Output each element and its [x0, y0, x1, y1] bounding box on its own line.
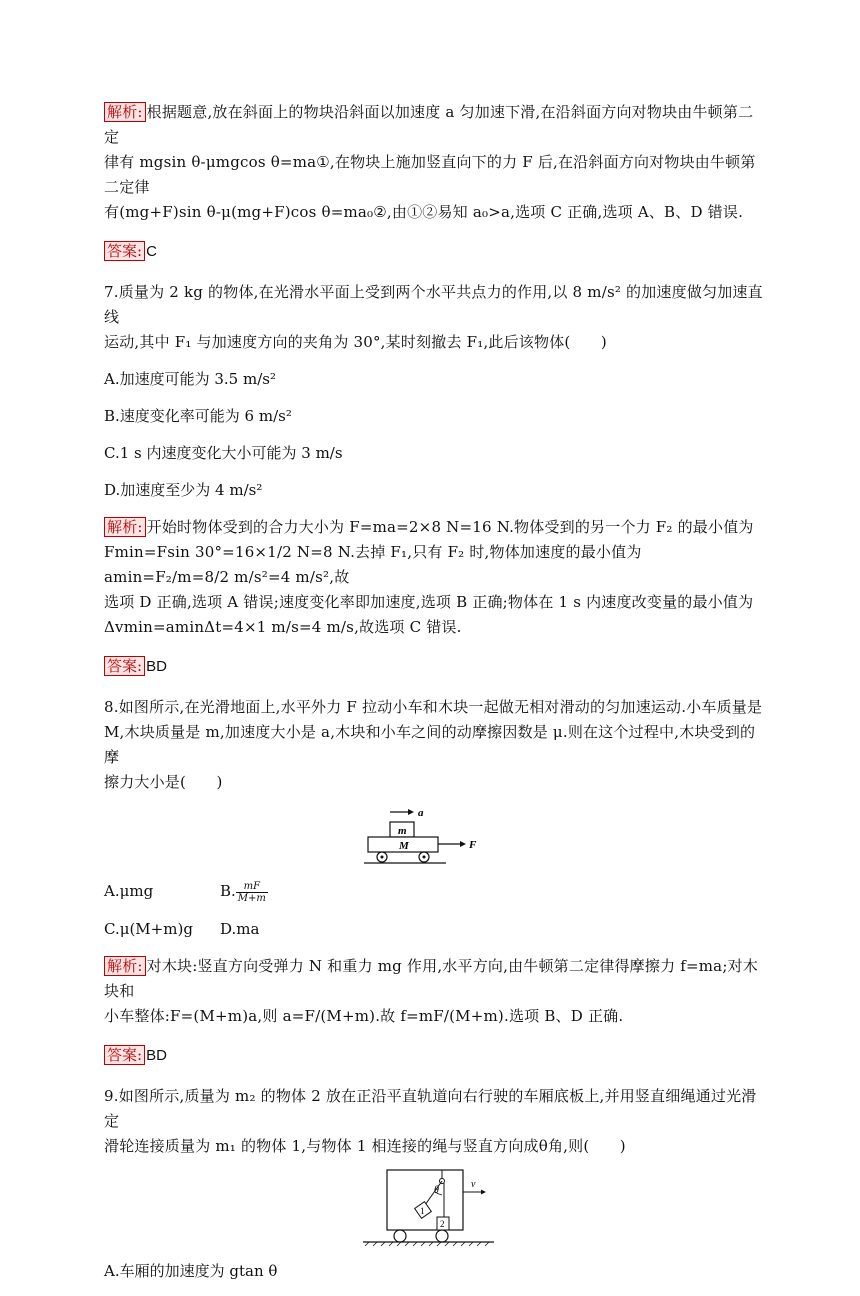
q8-option-c: C.μ(M+m)g — [104, 919, 193, 938]
q8-analysis-line-2: 小车整体:F=(M+m)a,则 a=F/(M+m).故 f=mF/(M+m).选项 B、D 正确. — [104, 1006, 624, 1025]
answer-tag: 答案: — [104, 656, 145, 676]
angle-label: θ — [434, 1184, 439, 1196]
q8-stem-line-3: 擦力大小是( ) — [104, 773, 223, 791]
q8-answer — [104, 1043, 764, 1068]
q6-analysis — [104, 100, 764, 225]
force-label: F — [469, 839, 477, 851]
q6-answer — [104, 239, 764, 264]
q8-option-a: A.μmg — [104, 882, 154, 900]
q8-option-b-fraction — [236, 881, 268, 904]
q7-stem-line-2: 运动,其中 F₁ 与加速度方向的夹角为 30°,某时刻撤去 F₁,此后该物体( ) — [104, 333, 607, 351]
answer-tag: 答案: — [104, 241, 145, 261]
q7-analysis-line-4: Δvmin=aminΔt=4×1 m/s=4 m/s,故选项 C 错误. — [104, 618, 462, 636]
q7-answer-value: BD — [146, 658, 167, 675]
q7-analysis — [104, 515, 764, 640]
wheel-right — [436, 1230, 448, 1242]
q8-option-b-prefix: B. — [220, 882, 236, 900]
block-m-label: m — [398, 825, 407, 837]
q6-analysis-line-3: 有(mg+F)sin θ-μ(mg+F)cos θ=ma₀②,由①②易知 a₀>a,选项 C 正确,选项 A、B、D 错误. — [104, 203, 744, 221]
acceleration-arrowhead — [408, 809, 414, 815]
q9-stem-line-2: 滑轮连接质量为 m₁ 的物体 1,与物体 1 相连接的绳与竖直方向成θ角,则( ) — [104, 1136, 626, 1155]
analysis-tag: 解析: — [104, 517, 146, 537]
force-arrowhead — [460, 841, 466, 847]
q9-option-a: A.车厢的加速度为 gtan θ — [104, 1261, 278, 1280]
q6-analysis-line-2: 律有 mgsin θ-μmgcos θ=ma①,在物块上施加竖直向下的力 F 后,在沿斜面方向对物块由牛顿第二定律 — [104, 153, 756, 196]
q8-stem — [104, 695, 764, 795]
q7-option-d: D.加速度至少为 4 m/s² — [104, 481, 263, 499]
q8-options-row-2 — [104, 917, 764, 941]
q8-analysis-line-1: 对木块:竖直方向受弹力 N 和重力 mg 作用,水平方向,由牛顿第二定律得摩擦力 f=ma;对木块和 — [104, 956, 758, 1000]
q8-analysis — [104, 954, 764, 1029]
q9-stem — [104, 1084, 764, 1159]
q7-option-b: B.速度变化率可能为 6 m/s² — [104, 407, 292, 425]
document-page — [104, 100, 764, 1296]
body-2-label: 2 — [440, 1218, 445, 1229]
q9-figure — [104, 1167, 764, 1247]
wheel-left-hub — [381, 856, 384, 859]
q7-analysis-line-3: 选项 D 正确,选项 A 错误;速度变化率即加速度,选项 B 正确;物体在 1 s 内速度改变量的最小值为 — [104, 593, 754, 611]
velocity-label: v — [471, 1178, 476, 1190]
analysis-tag: 解析: — [104, 102, 146, 122]
q9-stem-line-1: 9.如图所示,质量为 m₂ 的物体 2 放在正沿平直轨道向右行驶的车厢底板上,并用竖直细绳通过光滑定 — [104, 1086, 757, 1130]
q8-stem-line-2: M,木块质量是 m,加速度大小是 a,木块和小车之间的动摩擦因数是 μ.则在这个过程中,木块受到的摩 — [104, 723, 756, 766]
q7-analysis-line-2: Fmin=Fsin 30°=16×1/2 N=8 N.去掉 F₁,只有 F₂ 时,物体加速度的最小值为 amin=F₂/m=8/2 m/s²=4 m/s²,故 — [104, 543, 642, 586]
velocity-arrowhead — [481, 1189, 486, 1194]
q7-analysis-line-1: 开始时物体受到的合力大小为 F=ma=2×8 N=16 N.物体受到的另一个力 F₂ 的最小值为 — [146, 518, 754, 536]
q8-option-d: D.ma — [220, 919, 260, 938]
q8-answer-value: BD — [146, 1046, 167, 1064]
q6-answer-value: C — [146, 243, 157, 260]
wheel-right-hub — [423, 856, 426, 859]
carriage-diagram — [359, 1167, 509, 1247]
analysis-tag: 解析: — [104, 956, 146, 976]
q7-option-a: A.加速度可能为 3.5 m/s² — [104, 370, 276, 388]
q8-figure — [104, 801, 764, 867]
q7-answer — [104, 654, 764, 679]
fraction-denominator: M+m — [237, 892, 266, 904]
q7-option-c: C.1 s 内速度变化大小可能为 3 m/s — [104, 444, 343, 462]
body-1-label: 1 — [420, 1205, 425, 1216]
q8-options-row-1 — [104, 879, 764, 904]
q7-stem — [104, 280, 764, 355]
q8-option-b — [220, 879, 336, 904]
q8-stem-line-1: 8.如图所示,在光滑地面上,水平外力 F 拉动小车和木块一起做无相对滑动的匀加速运动.小车质量是 — [104, 698, 763, 716]
wheel-left — [394, 1230, 406, 1242]
cart-block-diagram — [364, 801, 504, 867]
cart-M-label: M — [399, 840, 409, 852]
q7-stem-line-1: 7.质量为 2 kg 的物体,在光滑水平面上受到两个水平共点力的作用,以 8 m/s² 的加速度做匀加速直线 — [104, 283, 763, 326]
q6-analysis-line-1: 根据题意,放在斜面上的物块沿斜面以加速度 a 匀加速下滑,在沿斜面方向对物块由牛顿第二定 — [104, 103, 754, 146]
acceleration-label: a — [418, 807, 424, 819]
answer-tag: 答案: — [104, 1045, 145, 1065]
carriage-box — [387, 1170, 463, 1230]
fraction-numerator: mF — [236, 881, 268, 893]
